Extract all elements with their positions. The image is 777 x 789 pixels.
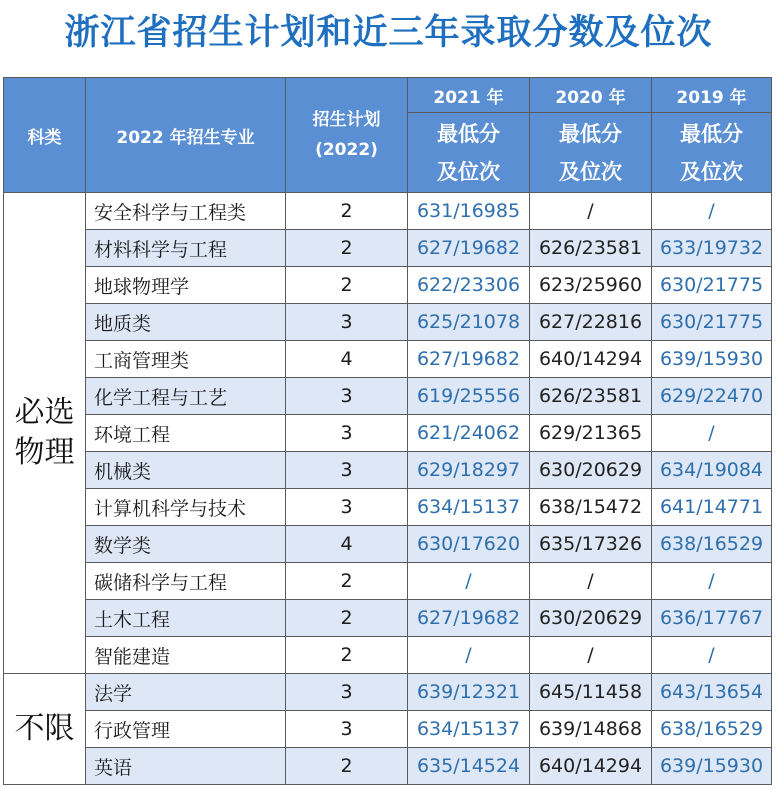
header-plan [286,78,408,193]
score-2021-cell: 622/23306 [408,267,530,304]
header-score-2021 [408,113,530,193]
plan-cell: 2 [286,563,408,600]
major-cell: 地球物理学 [86,267,286,304]
table-row [4,452,772,489]
major-cell: 化学工程与工艺 [86,378,286,415]
header-score-line2: 及位次 [559,159,622,184]
score-2021-cell: 619/25556 [408,378,530,415]
table-row [4,600,772,637]
table-row [4,304,772,341]
score-2019-cell: 638/16529 [652,526,772,563]
header-score-2019 [652,113,772,193]
major-cell: 土木工程 [86,600,286,637]
table-row [4,526,772,563]
plan-cell: 4 [286,341,408,378]
score-2021-cell: 634/15137 [408,711,530,748]
admission-table [3,77,772,785]
header-plan-line2: (2022) [315,140,378,160]
score-2019-cell: 629/22470 [652,378,772,415]
score-2021-cell: 631/16985 [408,193,530,230]
header-score-line2: 及位次 [680,159,743,184]
major-cell: 行政管理 [86,711,286,748]
score-2021-cell: 629/18297 [408,452,530,489]
header-year-2021: 2021 年 [408,78,530,113]
score-2020-cell: / [530,563,652,600]
score-2021-cell: / [408,563,530,600]
score-2020-cell: 630/20629 [530,452,652,489]
plan-cell: 3 [286,415,408,452]
score-2020-cell: 638/15472 [530,489,652,526]
table-row [4,378,772,415]
score-2021-cell: 627/19682 [408,341,530,378]
table-row [4,748,772,785]
plan-cell: 3 [286,378,408,415]
major-cell: 碳储科学与工程 [86,563,286,600]
score-2020-cell: 623/25960 [530,267,652,304]
table-row [4,341,772,378]
score-2020-cell: 626/23581 [530,378,652,415]
score-2021-cell: 634/15137 [408,489,530,526]
header-score-2020 [530,113,652,193]
header-score-line1: 最低分 [559,121,622,146]
score-2021-cell: 625/21078 [408,304,530,341]
major-cell: 法学 [86,674,286,711]
table-row [4,711,772,748]
score-2019-cell: / [652,637,772,674]
plan-cell: 3 [286,674,408,711]
plan-cell: 2 [286,267,408,304]
score-2021-cell: 635/14524 [408,748,530,785]
major-cell: 计算机科学与技术 [86,489,286,526]
score-2020-cell: 626/23581 [530,230,652,267]
group-label [4,674,86,785]
score-2021-cell: 627/19682 [408,600,530,637]
major-cell: 材料科学与工程 [86,230,286,267]
plan-cell: 2 [286,637,408,674]
plan-cell: 2 [286,193,408,230]
score-2019-cell: 641/14771 [652,489,772,526]
table-row [4,637,772,674]
header-category: 科类 [4,78,86,193]
header-score-line1: 最低分 [437,121,500,146]
score-2020-cell: 639/14868 [530,711,652,748]
table-row [4,674,772,711]
major-cell: 地质类 [86,304,286,341]
score-2020-cell: 629/21365 [530,415,652,452]
header-year-2020: 2020 年 [530,78,652,113]
score-2020-cell: 630/20629 [530,600,652,637]
plan-cell: 2 [286,600,408,637]
group-label-line1: 必选 [14,395,75,430]
score-2019-cell: 636/17767 [652,600,772,637]
header-plan-line1: 招生计划 [312,110,381,130]
score-2020-cell: 645/11458 [530,674,652,711]
table-row [4,563,772,600]
major-cell: 工商管理类 [86,341,286,378]
score-2020-cell: 640/14294 [530,341,652,378]
score-2019-cell: / [652,415,772,452]
score-2020-cell: / [530,637,652,674]
plan-cell: 2 [286,230,408,267]
header-score-line2: 及位次 [437,159,500,184]
plan-cell: 2 [286,748,408,785]
major-cell: 环境工程 [86,415,286,452]
group-label-line1: 不限 [14,711,75,746]
table-row [4,267,772,304]
major-cell: 数学类 [86,526,286,563]
table-row [4,489,772,526]
score-2019-cell: 638/16529 [652,711,772,748]
plan-cell: 4 [286,526,408,563]
score-2019-cell: 634/19084 [652,452,772,489]
plan-cell: 3 [286,711,408,748]
score-2021-cell: 639/12321 [408,674,530,711]
score-2019-cell: 630/21775 [652,267,772,304]
plan-cell: 3 [286,304,408,341]
score-2020-cell: / [530,193,652,230]
score-2020-cell: 640/14294 [530,748,652,785]
header-score-line1: 最低分 [680,121,743,146]
score-2021-cell: / [408,637,530,674]
score-2019-cell: 643/13654 [652,674,772,711]
group-label-line2: 物理 [14,435,75,470]
score-2019-cell: 633/19732 [652,230,772,267]
table-row [4,415,772,452]
score-2019-cell: 639/15930 [652,341,772,378]
header-year-2019: 2019 年 [652,78,772,113]
score-2019-cell: / [652,563,772,600]
score-2019-cell: 630/21775 [652,304,772,341]
score-2021-cell: 630/17620 [408,526,530,563]
major-cell: 智能建造 [86,637,286,674]
score-2019-cell: 639/15930 [652,748,772,785]
score-2021-cell: 627/19682 [408,230,530,267]
score-2020-cell: 635/17326 [530,526,652,563]
major-cell: 机械类 [86,452,286,489]
page-title: 浙江省招生计划和近三年录取分数及位次 [64,13,713,53]
group-label [4,193,86,674]
table-row [4,193,772,230]
score-2019-cell: / [652,193,772,230]
table-row [4,230,772,267]
major-cell: 安全科学与工程类 [86,193,286,230]
major-cell: 英语 [86,748,286,785]
plan-cell: 3 [286,489,408,526]
score-2020-cell: 627/22816 [530,304,652,341]
plan-cell: 3 [286,452,408,489]
score-2021-cell: 621/24062 [408,415,530,452]
header-major: 2022 年招生专业 [86,78,286,193]
